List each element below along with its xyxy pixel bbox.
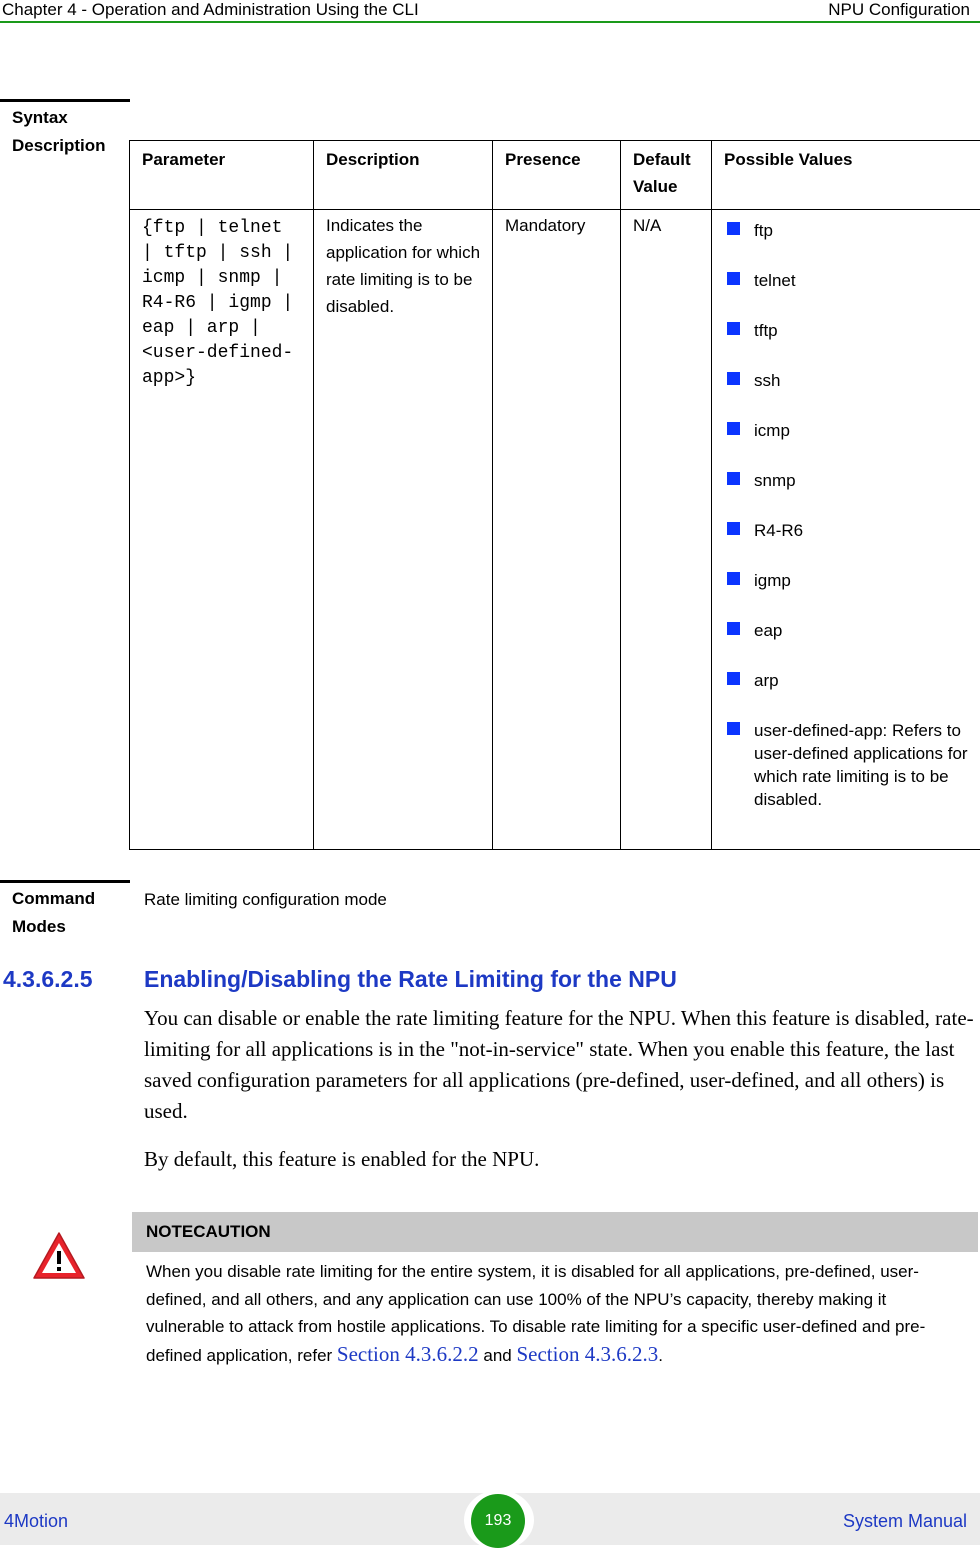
command-modes-label: Command Modes	[12, 885, 95, 941]
footer-product: 4Motion	[4, 1511, 68, 1532]
default-value-cell: N/A	[621, 210, 712, 850]
description-cell: Indicates the application for which rate limiting is to be disabled.	[314, 210, 493, 850]
header-rule	[0, 21, 980, 23]
list-item: tftp	[724, 319, 970, 342]
list-item: snmp	[724, 469, 970, 492]
column-header: Possible Values	[712, 141, 980, 210]
syntax-table	[129, 140, 980, 850]
syntax-description-label: Syntax Description	[12, 104, 106, 160]
command-modes-value: Rate limiting configuration mode	[144, 890, 387, 910]
warning-icon	[32, 1230, 86, 1282]
bullet-square-icon	[727, 372, 740, 385]
section-title: Enabling/Disabling the Rate Limiting for the NPU	[144, 966, 677, 993]
possible-values-list	[724, 219, 970, 811]
body-paragraph: By default, this feature is enabled for the NPU.	[144, 1144, 974, 1175]
possible-values-cell	[712, 210, 980, 850]
list-item: user-defined-app: Refers to user-defined applications for which rate limiting is to be disabled.	[724, 719, 970, 811]
bullet-square-icon	[727, 272, 740, 285]
section-link[interactable]: Section 4.3.6.2.3	[516, 1342, 658, 1366]
column-header: Presence	[493, 141, 621, 210]
syntax-label-rule	[0, 99, 130, 102]
page-number: 193	[471, 1494, 525, 1548]
bullet-square-icon	[727, 522, 740, 535]
body-paragraph: You can disable or enable the rate limiting feature for the NPU. When this feature is disabled, rate-limiting for all applications is in the "not-in-service" state. When you enable this feature, the last saved configuration parameters for all applications (pre-defined, user-defined, and all others) is used.	[144, 1003, 974, 1127]
section-number: 4.3.6.2.5	[3, 966, 93, 993]
bullet-square-icon	[727, 722, 740, 735]
note-title: NOTECAUTION	[132, 1212, 978, 1252]
column-header: Parameter	[130, 141, 314, 210]
list-item: ftp	[724, 219, 970, 242]
list-item: ssh	[724, 369, 970, 392]
presence-cell: Mandatory	[493, 210, 621, 850]
command-modes-rule	[0, 880, 130, 883]
table-header-row	[130, 141, 980, 210]
list-item: R4-R6	[724, 519, 970, 542]
chapter-title: Chapter 4 - Operation and Administration Using the CLI	[2, 0, 419, 20]
bullet-square-icon	[727, 672, 740, 685]
bullet-square-icon	[727, 472, 740, 485]
column-header: Default Value	[621, 141, 712, 210]
bullet-square-icon	[727, 622, 740, 635]
bullet-square-icon	[727, 322, 740, 335]
bullet-square-icon	[727, 222, 740, 235]
list-item: igmp	[724, 569, 970, 592]
bullet-square-icon	[727, 572, 740, 585]
footer-manual: System Manual	[843, 1511, 967, 1532]
list-item: icmp	[724, 419, 970, 442]
table-row	[130, 210, 980, 850]
note-text: When you disable rate limiting for the entire system, it is disabled for all applications, pre-defined, user-defined, and all others, and any application can use 100% of the NPU’s capacity, thereby making it vulnerable to attack from hostile applications. To disable rate limiting for a specific user-defined and pre-defined application, refer Section 4.3.6.2.2 and Section 4.3.6.2.3.	[146, 1258, 966, 1369]
section-name: NPU Configuration	[828, 0, 970, 20]
list-item: eap	[724, 619, 970, 642]
list-item: telnet	[724, 269, 970, 292]
bullet-square-icon	[727, 422, 740, 435]
list-item: arp	[724, 669, 970, 692]
column-header: Description	[314, 141, 493, 210]
parameter-cell: {ftp | telnet | tftp | ssh | icmp | snmp | R4-R6 | igmp | eap | arp | <user-defined-app>}	[130, 210, 314, 850]
section-link[interactable]: Section 4.3.6.2.2	[337, 1342, 479, 1366]
